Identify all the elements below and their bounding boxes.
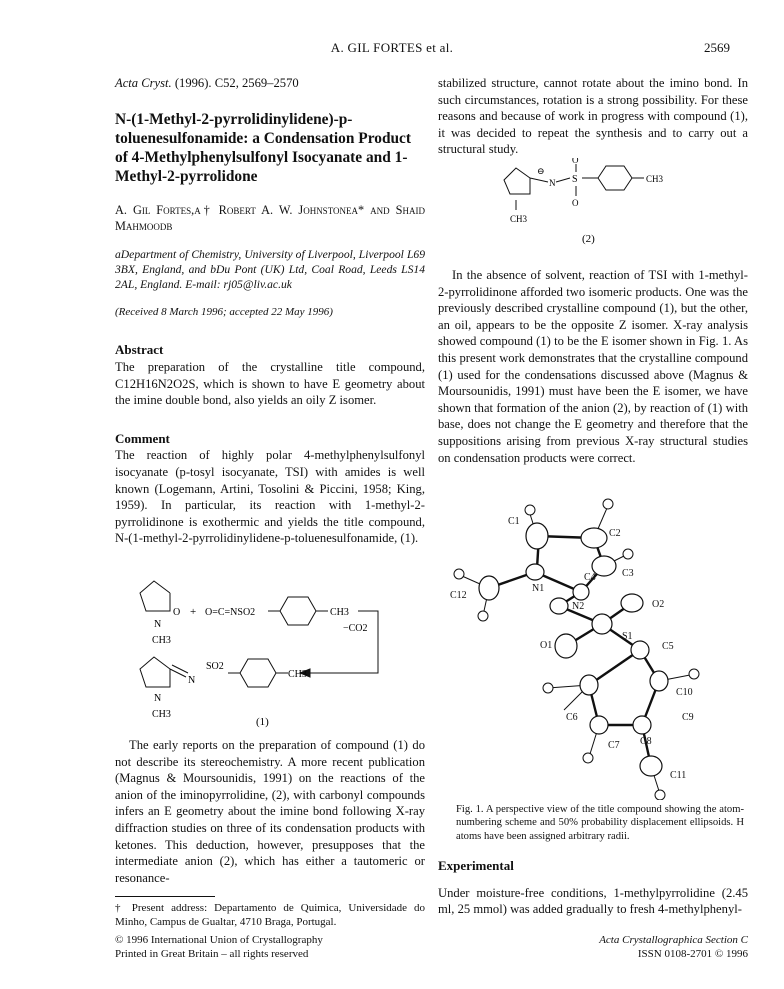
- reaction-scheme-1: [130, 565, 410, 730]
- co2-byproduct: −CO2: [343, 623, 368, 634]
- atom-label-c11: C11: [670, 770, 687, 781]
- copyright-line: © 1996 International Union of Crystallography: [115, 934, 323, 946]
- copyright-block: [115, 933, 425, 961]
- comment-paragraph-1: The reaction of highly polar 4-methylphenylsulfonyl isocyanate (p-tosyl isocyanate, TSI) with amides is well known (Logemann, Artini, Tosolini & Piccini, 1958; King, 1959). In particular, its reaction with 1-methyl-2-pyrrolidinone is exothermic and yields the title compound, N-(1-methyl-2-pyrrolidinylidene-p-toluenesulfonamide, (1).: [115, 448, 425, 546]
- running-head-authors: A. GIL FORTES et al.: [330, 40, 454, 55]
- n-label-1: N: [154, 619, 162, 630]
- atom-label-c5: C5: [662, 641, 674, 652]
- atom-label-c3: C3: [622, 568, 634, 579]
- atom-label-c10: C10: [676, 687, 693, 698]
- right-column: [438, 75, 748, 158]
- atom-label-c1: C1: [508, 516, 520, 527]
- plus-sign: +: [190, 606, 197, 618]
- issn-line: ISSN 0108-2701 © 1996: [637, 948, 748, 960]
- atom-label-c7: C7: [608, 740, 620, 751]
- compound-1-label: (1): [256, 716, 269, 728]
- footnote-rule: [115, 896, 215, 897]
- footnote: † Present address: Departamento de Quimica, Universidade do Minho, Campus de Gualtar, 4710 Braga, Portugal.: [115, 902, 425, 928]
- pyrrolidinone-structure: [140, 581, 170, 611]
- sulfur-label: S: [572, 174, 578, 185]
- left-column-lower: [115, 737, 425, 886]
- compound-2-label: (2): [582, 233, 595, 245]
- ortep-figure-1: [444, 488, 744, 800]
- anion-n-label: N: [549, 178, 556, 188]
- ch3-label-3: CH3: [288, 669, 307, 680]
- right-column-mid: [438, 267, 748, 466]
- atom-label-s1: S1: [622, 631, 633, 642]
- imine-n-label: N: [188, 675, 196, 686]
- ch3-ring-label: CH3: [646, 174, 664, 184]
- comment-heading: Comment: [115, 430, 170, 446]
- author-line: A. Gil Fortes,a† Robert A. W. Johnstonea* and Shaid Mahmoodb: [115, 202, 425, 234]
- citation: Acta Cryst. (1996). C52, 2569–2570: [115, 76, 299, 90]
- carbonyl-o-label: O: [173, 607, 181, 618]
- atom-label-o2: O2: [652, 599, 665, 610]
- atom-label-c4: C4: [584, 572, 596, 583]
- received-dates: (Received 8 March 1996; accepted 22 May 1996): [115, 305, 333, 318]
- abstract-heading: Abstract: [115, 342, 164, 358]
- journal-name: Acta Crystallographica Section C: [599, 934, 748, 946]
- figure-caption: Fig. 1. A perspective view of the title compound showing the atom-numbering scheme and 50% probability displacement ellipsoids. H atoms have been assigned arbitrary radii.: [456, 804, 744, 842]
- atom-label-n1: N1: [532, 583, 545, 594]
- o-label-top: O: [572, 158, 579, 165]
- paper-title: N-(1-Methyl-2-pyrrolidinylidene)-p-toluenesulfonamide: a Condensation Product of 4-Methylphenylsulfonyl Isocyanate and 1-Methyl-2-pyrrolidone: [115, 110, 412, 185]
- reaction-arrow: [300, 611, 378, 677]
- so2-label: SO2: [206, 661, 224, 672]
- atom-label-c6: C6: [566, 712, 578, 723]
- page-number: 2569: [704, 40, 730, 55]
- ch3-label-1: CH3: [152, 635, 171, 646]
- ch3-label-4: CH3: [152, 709, 171, 720]
- atom-label-c2: C2: [609, 528, 621, 539]
- atom-label-c8: C8: [640, 736, 652, 747]
- o-label-bottom: O: [572, 198, 579, 208]
- printed-line: Printed in Great Britain – all rights reserved: [115, 948, 309, 960]
- atom-label-c9: C9: [682, 712, 694, 723]
- atom-label-o1: O1: [540, 640, 553, 651]
- experimental-text: Under moisture-free conditions, 1-methylpyrrolidine (2.45 ml, 25 mmol) was added gradually to fresh 4-methylphenyl-: [438, 885, 748, 917]
- ch3-label-2: CH3: [330, 607, 349, 618]
- n-label-2: N: [154, 693, 162, 704]
- affiliation: aDepartment of Chemistry, University of Liverpool, Liverpool L69 3BX, England, and bDu Pont (UK) Ltd, Coal Road, Leeds LS14 2AL, England. E-mail: rj05@liv.ac.uk: [115, 247, 425, 291]
- comment-paragraph-4: In the absence of solvent, reaction of TSI with 1-methyl-2-pyrrolidinone afforded two isomeric products. One was the previously described crystalline compound (1), but the other, an oil, appears to be the opposite Z isomer. X-ray analysis showed compound (1) to be the E isomer shown in Fig. 1. As this present work demonstrates that the crystalline compound (1) used for the condensations discussed above (Magnus & Moursounidis, 1991) must have been the E isomer, we have shown that formation of the anion (2), by reaction of (1) with base, does not change the E geometry and therefore that the suppositions arising from previous X-ray structural studies on condensation products were correct.: [438, 268, 748, 465]
- comment-paragraph-2: The early reports on the preparation of compound (1) do not describe its stereochemistry. A more recent publication (Magnus & Moursounidis, 1991) on the reactions of the anion of the iminopyrrolidine, (2), with carbonyl compounds infers an E geometry about the imine bond following X-ray diffraction studies on three of its condensation products with ketones. This deduction, however, presupposes that the intermediate anion (2), which has either a tautomeric or resonance-: [115, 738, 425, 885]
- experimental-section: [438, 858, 748, 918]
- left-column: [115, 75, 425, 547]
- benzene-ring-1: [268, 597, 328, 625]
- comment-paragraph-3: stabilized structure, cannot rotate about the imino bond. In such circumstances, rotation is a strong possibility. For these reasons and because of work in progress with compound (1), it was decided to repeat the synthesis and to carry out a structural study.: [438, 76, 748, 157]
- negative-charge: ⊖: [537, 166, 545, 176]
- atom-label-c12: C12: [450, 590, 467, 601]
- experimental-heading: Experimental: [438, 858, 514, 873]
- journal-footer: [438, 933, 748, 961]
- anion-structure-2: [500, 158, 700, 248]
- ch3-n-label: CH3: [510, 214, 528, 224]
- abstract-text: The preparation of the crystalline title compound, C12H16N2O2S, which is shown to have E geometry about the imine double bond, also yields an oily Z isomer.: [115, 359, 425, 408]
- atom-label-n2: N2: [572, 601, 585, 612]
- tsi-formula: O=C=NSO2: [205, 607, 256, 618]
